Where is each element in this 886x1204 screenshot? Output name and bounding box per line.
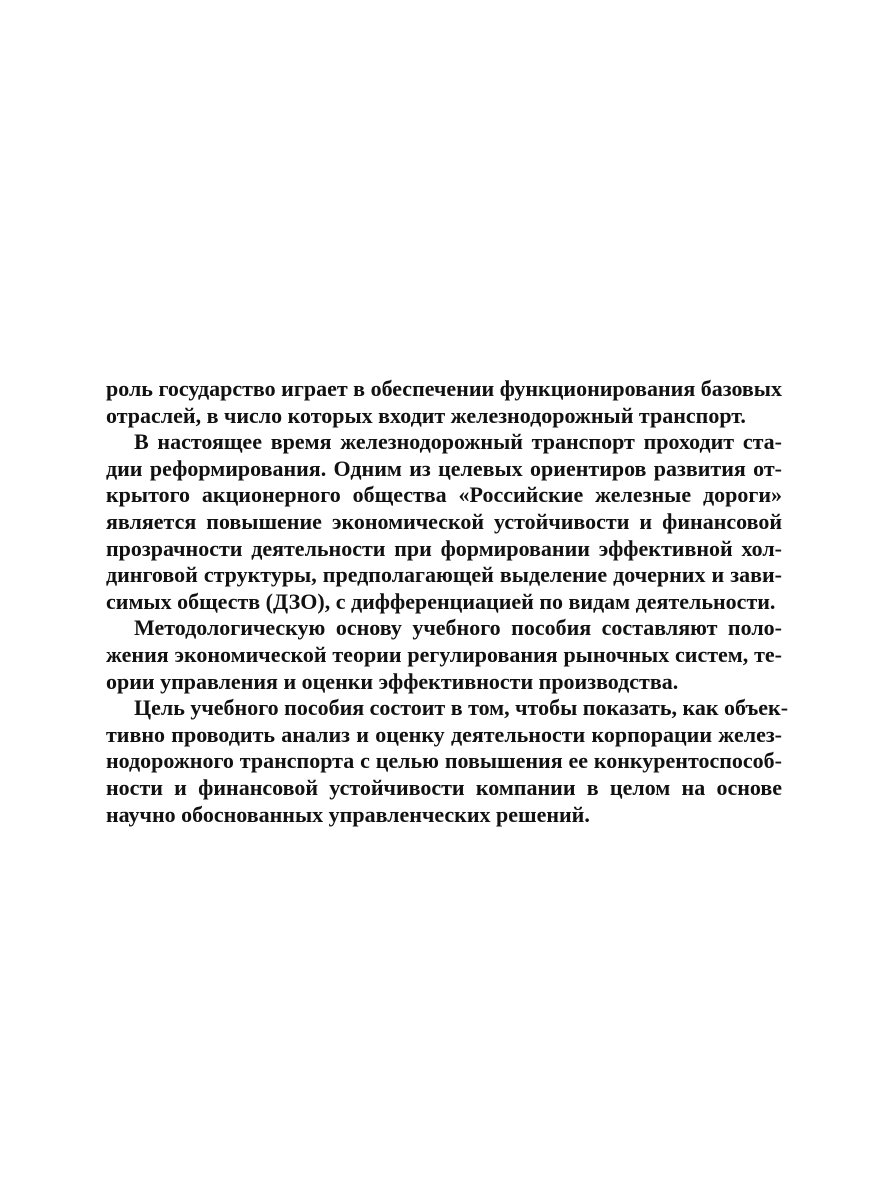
text-line: жения экономической теории регулирования рыночных систем, те- — [106, 641, 782, 667]
paragraph — [106, 615, 782, 695]
body-text — [106, 376, 789, 828]
text-line: В настоящее время железнодорожный транспорт проходит ста- — [134, 429, 782, 455]
text-line: ории управления и оценки эффективности производства. — [106, 668, 679, 694]
text-line: роль государство играет в обеспечении функционирования базовых — [106, 376, 782, 401]
text-line: Цель учебного пособия состоит в том, чтобы показать, как объек- — [134, 695, 789, 721]
paragraph — [106, 376, 782, 429]
text-line: Методологическую основу учебного пособия составляют поло- — [134, 615, 782, 641]
text-line: симых обществ (ДЗО), с дифференциацией по видам деятельности. — [106, 588, 776, 614]
text-line: крытого акционерного общества «Российские железные дороги» — [106, 482, 782, 508]
text-line: ности и финансовой устойчивости компании в целом на основе — [106, 774, 782, 800]
text-line: дии реформирования. Одним из целевых ориентиров развития от- — [106, 455, 782, 481]
text-line: является повышение экономической устойчивости и финансовой — [106, 508, 782, 534]
text-line: нодорожного транспорта с целью повышения ее конкурентоспособ- — [106, 748, 782, 774]
paragraph — [106, 695, 789, 828]
text-line: динговой структуры, предполагающей выделение дочерних и зави- — [106, 562, 782, 588]
text-line: отраслей, в число которых входит железнодорожный транспорт. — [106, 402, 746, 428]
text-line: прозрачности деятельности при формировании эффективной хол- — [106, 535, 782, 561]
paragraph — [106, 429, 782, 615]
text-line: тивно проводить анализ и оценку деятельности корпорации желез- — [106, 721, 782, 747]
text-line: научно обоснованных управленческих решений. — [106, 801, 590, 827]
